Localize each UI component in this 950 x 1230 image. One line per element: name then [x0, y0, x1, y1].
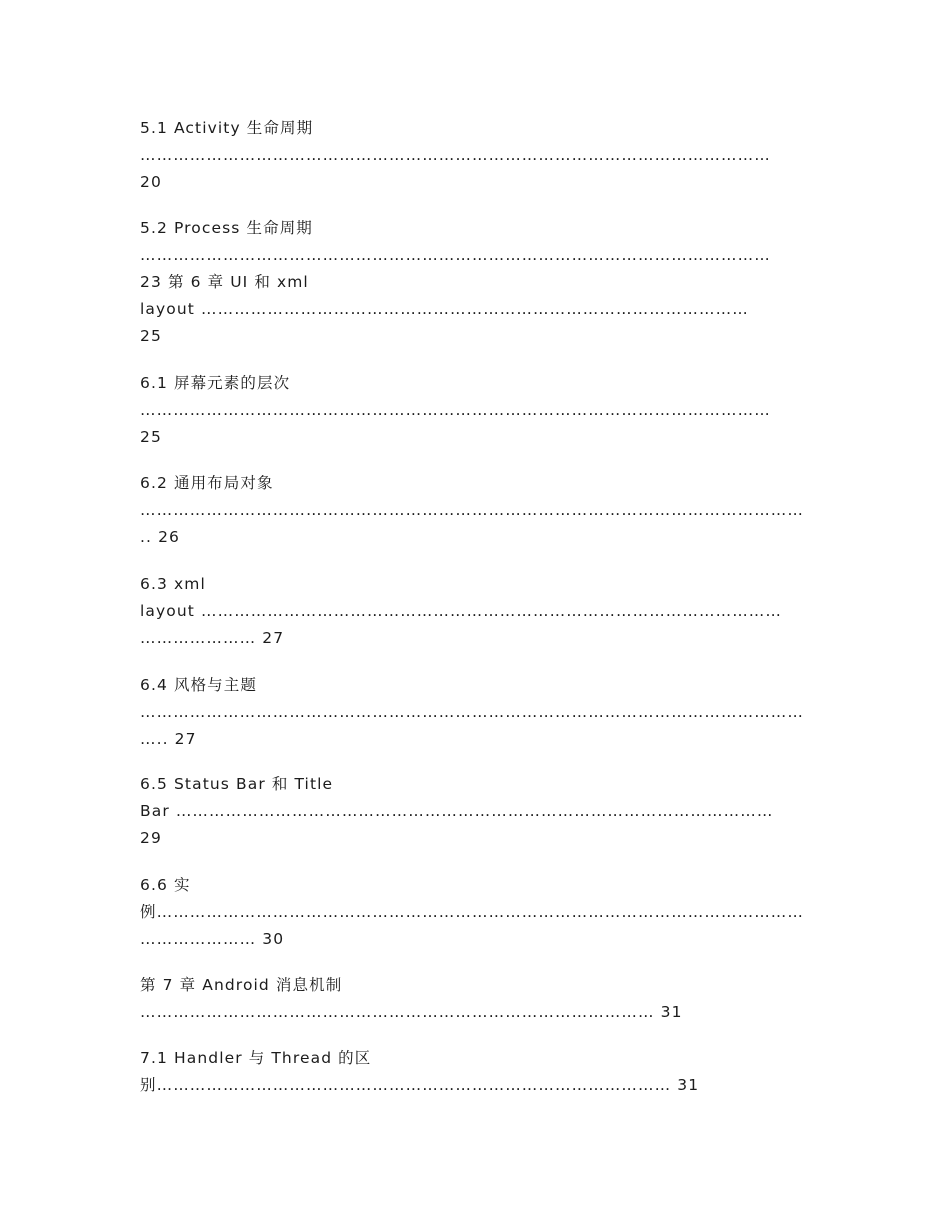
toc-entry-title: 7.1 Handler 与 Thread 的区 [140, 1049, 372, 1067]
toc-leader-and-page-number: ………………………………………………………………………………… 31 [140, 1003, 683, 1021]
toc-entry-6-2[interactable] [140, 470, 820, 551]
toc-entry-title-continued: layout ……………………………………………………………………………………… [140, 300, 749, 318]
toc-page-number: 29 [140, 829, 162, 847]
toc-entry-chapter-7[interactable] [140, 972, 820, 1026]
toc-leader-dots: ………………………………………………………………………………………………………… [140, 703, 804, 721]
toc-page-number: ………………… 30 [140, 930, 285, 948]
toc-entry-title: 第 7 章 Android 消息机制 [140, 976, 343, 994]
toc-entry-title: 5.2 Process 生命周期 [140, 219, 313, 237]
toc-entry-title-continued: layout …………………………………………………………………………………………… [140, 602, 782, 620]
toc-entry-title: 6.4 风格与主题 [140, 676, 257, 694]
toc-chapter-6-line: 23 第 6 章 UI 和 xml [140, 273, 309, 291]
toc-entry-5-1[interactable] [140, 115, 820, 196]
toc-entry-title: 6.6 实 [140, 876, 191, 894]
toc-entry-title: 6.3 xml [140, 575, 206, 593]
toc-entry-title: 6.5 Status Bar 和 Title [140, 775, 334, 793]
toc-entry-title-continued: 例……………………………………………………………………………………………………… [140, 903, 804, 921]
toc-page-number: ………………… 27 [140, 629, 285, 647]
toc-page-number: .. 26 [140, 528, 181, 546]
toc-entry-6-1[interactable] [140, 370, 820, 451]
toc-entry-6-5[interactable] [140, 771, 820, 852]
toc-entry-6-4[interactable] [140, 672, 820, 753]
toc-entry-title: 6.1 屏幕元素的层次 [140, 374, 291, 392]
toc-entry-5-2[interactable] [140, 215, 820, 350]
toc-page-number: 20 [140, 173, 162, 191]
toc-leader-dots: …………………………………………………………………………………………………… [140, 146, 771, 164]
toc-leader-dots: ………………………………………………………………………………………………………… [140, 501, 804, 519]
toc-page-number: 25 [140, 327, 162, 345]
toc-leader-dots: …………………………………………………………………………………………………… [140, 246, 771, 264]
toc-entry-6-3[interactable] [140, 571, 820, 652]
toc-entry-title: 6.2 通用布局对象 [140, 474, 274, 492]
toc-leader-dots: …………………………………………………………………………………………………… [140, 401, 771, 419]
toc-leader-and-page-number: 别………………………………………………………………………………… 31 [140, 1076, 700, 1094]
toc-entry-6-6[interactable] [140, 872, 820, 953]
toc-page-number: ….. 27 [140, 730, 197, 748]
toc-entry-title: 5.1 Activity 生命周期 [140, 119, 314, 137]
toc-entry-7-1[interactable] [140, 1045, 820, 1099]
toc-entry-title-continued: Bar ……………………………………………………………………………………………… [140, 802, 774, 820]
toc-page-number: 25 [140, 428, 162, 446]
